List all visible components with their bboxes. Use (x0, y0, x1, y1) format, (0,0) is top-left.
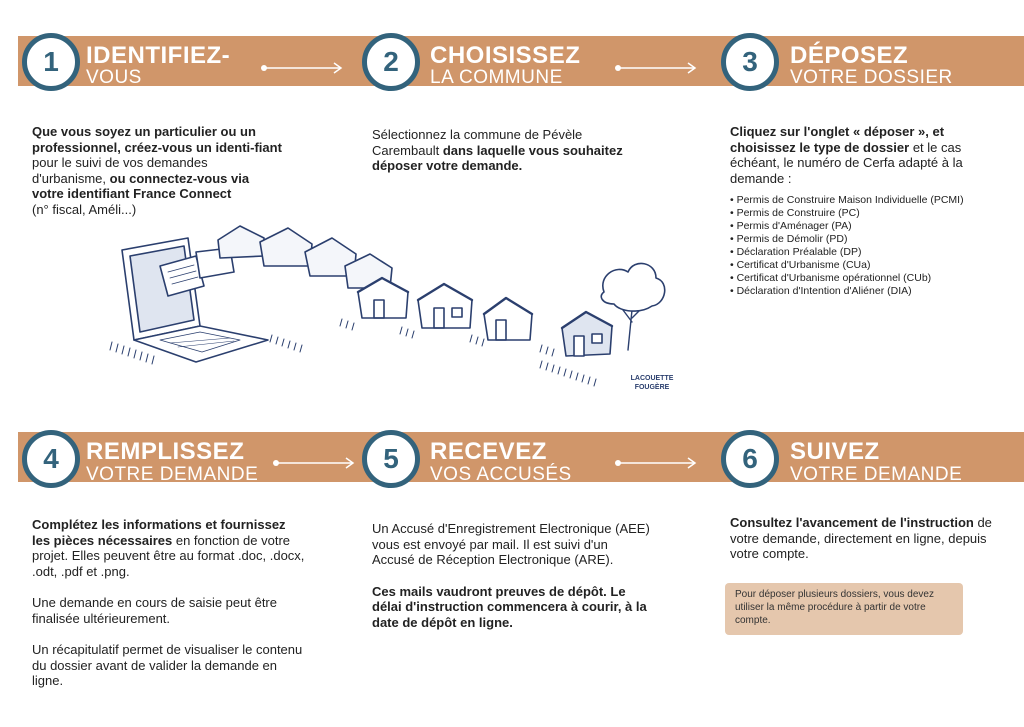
step-2-arrow-icon (614, 62, 700, 74)
step-5-para-2: Ces mails vaudront preuves de dépôt. Le délai d'instruction commencera à courir, à la date de dépôt en ligne. (372, 583, 647, 630)
step-1-bold-2: ou connectez-vous via votre identifiant France Connect (32, 170, 250, 201)
step-3-bold-1: Cliquez sur l'onglet « déposer », et choisissez le type de dossier (730, 124, 945, 155)
step-6-description (730, 515, 992, 562)
step-4-number: 4 (22, 430, 80, 488)
step-5-number: 5 (362, 430, 420, 488)
step-1-subtitle: VOUS (86, 67, 142, 88)
step-4-para-2: Une demande en cours de saisie peut être finalisée ultérieurement. (32, 595, 277, 626)
step-4-para-1 (32, 517, 307, 579)
step-2-bold-1: dans laquelle vous souhaitez déposer votre demande. (372, 142, 623, 173)
step-4-description (32, 517, 307, 689)
step-6-subtitle: VOTRE DEMANDE (790, 464, 963, 485)
step-5-description (372, 521, 650, 630)
step-3-description (730, 124, 998, 186)
step-2-subtitle: LA COMMUNE (430, 67, 563, 88)
step-4-para-3: Un récapitulatif permet de visualiser le contenu du dossier avant de valider la demande en ligne. (32, 642, 303, 688)
step-4-title: REMPLISSEZ (86, 438, 245, 465)
list-item: • Permis de Construire (PC) (730, 207, 1016, 220)
list-item: • Permis de Démolir (PD) (730, 233, 1016, 246)
step-1-description (32, 124, 284, 217)
step-2-text-1: Sélectionnez la commune de Pévèle Carembault (372, 127, 583, 158)
step-4-subtitle: VOTRE DEMANDE (86, 464, 259, 485)
step-2-title: CHOISISSEZ (430, 42, 581, 69)
cerfa-type-list (730, 194, 1016, 298)
step-3-text-1: et le cas échéant, le numéro de Cerfa adapté à la demande : (730, 139, 963, 186)
step-2-number: 2 (362, 33, 420, 91)
step-5-arrow-icon (614, 457, 700, 469)
step-6-number: 6 (721, 430, 779, 488)
step-5-subtitle: VOS ACCUSÉS (430, 464, 572, 485)
illustration-signature: LACOUETTE FOUGÈRE (630, 375, 674, 391)
step-1-bold-1: Que vous soyez un particulier ou un professionnel, créez-vous un identi-fiant (32, 124, 282, 155)
step-4-arrow-icon (272, 457, 358, 469)
list-item: • Déclaration d'Intention d'Aliéner (DIA) (730, 285, 1016, 298)
step-6-bold-1: Consultez l'avancement de l'instruction (730, 515, 974, 530)
step-4-text-1: en fonction de votre projet. Elles peuvent être au format .doc, .docx, .odt, .pdf et .png. (32, 532, 305, 579)
step-1-text-2: (n° fiscal, Améli...) (32, 201, 137, 217)
step-3-title: DÉPOSEZ (790, 42, 909, 69)
step-3-subtitle: VOTRE DOSSIER (790, 67, 953, 88)
list-item: • Certificat d'Urbanisme opérationnel (CUb) (730, 272, 1016, 285)
step-2-description (372, 127, 634, 174)
step-1-text-1: pour le suivi de vos demandes d'urbanisme, (32, 155, 208, 186)
list-item: • Permis d'Aménager (PA) (730, 220, 1016, 233)
laptop-houses-illustration (100, 222, 678, 400)
step-5-title: RECEVEZ (430, 438, 547, 465)
step-6-text-1: de votre demande, directement en ligne, depuis votre compte. (730, 515, 992, 561)
step-3-number: 3 (721, 33, 779, 91)
step-6-title: SUIVEZ (790, 438, 880, 465)
list-item: • Permis de Construire Maison Individuelle (PCMI) (730, 194, 1016, 207)
list-item: • Déclaration Préalable (DP) (730, 246, 1016, 259)
step-1-title: IDENTIFIEZ- (86, 42, 231, 69)
multiple-files-note: Pour déposer plusieurs dossiers, vous devez utiliser la même procédure à partir de votre compte. (725, 583, 963, 635)
list-item: • Certificat d'Urbanisme (CUa) (730, 259, 1016, 272)
step-1-number: 1 (22, 33, 80, 91)
step-4-bold-1: Complétez les informations et fournissez les pièces nécessaires (32, 517, 286, 548)
step-5-para-1: Un Accusé d'Enregistrement Electronique (AEE) vous est envoyé par mail. Il est suivi d'un Accusé de Réception Electronique (ARE). (372, 521, 650, 567)
step-1-arrow-icon (260, 62, 346, 74)
